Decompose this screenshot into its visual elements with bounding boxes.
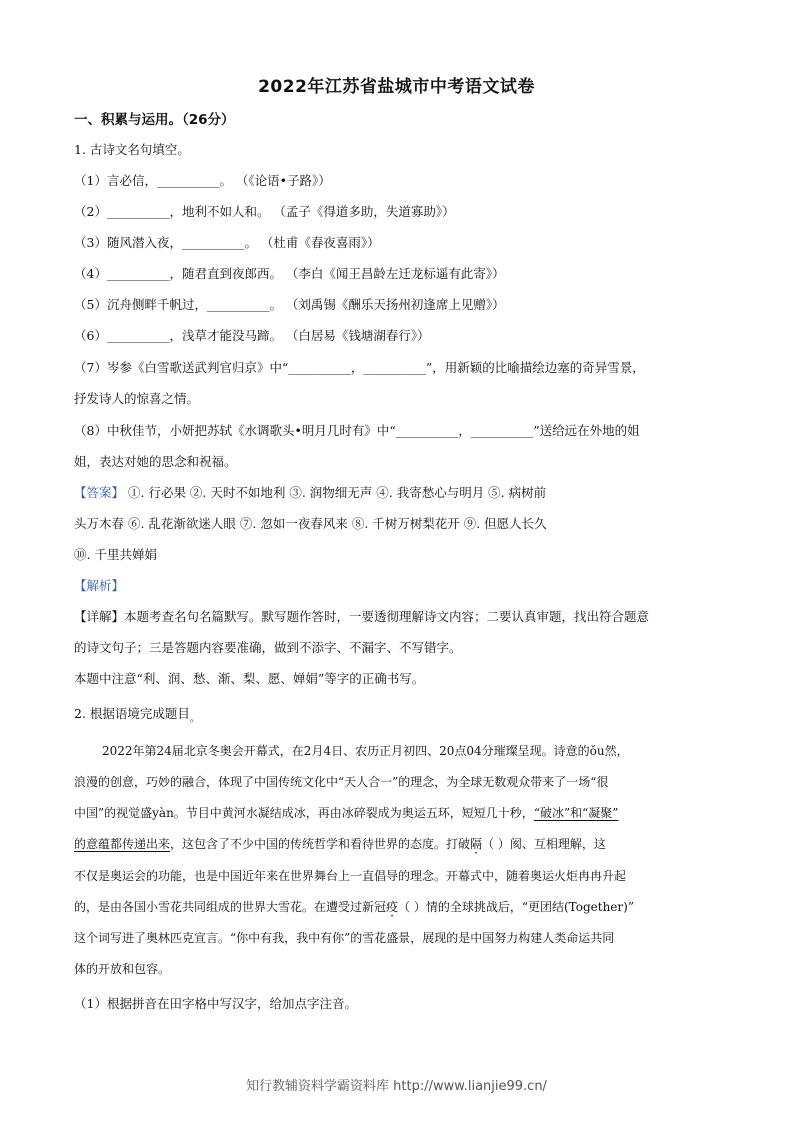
section-heading: 一、积累与运用。（26分）: [74, 112, 235, 128]
q1-item-8-line-1: （8）中秋佳节，小妍把苏轼《水调歌头•明月几时有》中“__________，__________”送给远在外地的姐: [74, 423, 640, 438]
analysis-tag: 【解析】: [74, 578, 125, 593]
q1-item-3: （3）随风潜入夜，__________。 （杜甫《春夜喜雨》）: [74, 235, 380, 250]
answer-line-1: [74, 483, 546, 503]
passage-line-6: [74, 898, 719, 915]
q1-item-5: （5）沉舟侧畔千帆过，__________。 （刘禹锡《酬乐天扬州初逢席上见赠》）: [74, 297, 505, 312]
answer-text-1: ①. 行必果 ②. 天时不如地利 ③. 润物细无声 ④. 我寄愁心与明月 ⑤. 病树前: [128, 485, 547, 500]
answer-line-2: 头万木春 ⑥. 乱花渐欲迷人眼 ⑦. 忽如一夜春风来 ⑧. 千树万树梨花开 ⑨. 但愿人长久: [74, 516, 547, 531]
q1-item-7-line-2: 抒发诗人的惊喜之情。: [74, 391, 200, 406]
q1-item-4: （4）__________，随君直到夜郎西。 （李白《闻王昌龄左迁龙标遥有此寄》）: [74, 266, 505, 281]
underlined-phrase-2: 的意蕴都传递出来: [74, 837, 171, 851]
passage-line-3: [74, 804, 719, 821]
q2-stem-mark: 。: [189, 713, 200, 725]
passage-3-text: 中国”的视觉盛yàn。节目中黄河水凝结成冰，再由冰碎裂成为奥运五环，短短几十秒，: [74, 806, 534, 820]
dotted-char-ge: 隔: [470, 837, 483, 851]
passage-line-7: 这个词写进了奥林匹克宣言。“你中有我，我中有你”的雪花盛景，展现的是中国努力构建人类命运共同: [74, 931, 615, 945]
q2-stem: [74, 704, 200, 730]
answer-tag: 【答案】: [74, 485, 125, 500]
dotted-char-yi: 疫: [386, 900, 399, 914]
answer-line-3: ⑩. 千里共婵娟: [74, 547, 157, 562]
passage-line-8: 体的开放和包容。: [74, 962, 171, 976]
passage-line-5: 不仅是奥运会的功能，也是中国近年来在世界舞台上一直倡导的理念。开幕式中，随着奥运火炬冉冉升起: [74, 869, 627, 883]
q1-stem: 1. 古诗文名句填空。: [74, 142, 190, 157]
q1-item-1: （1）言必信，__________。 （《论语•子路》）: [74, 173, 331, 188]
q1-item-6: （6）__________，浅草才能没马蹄。 （白居易《钱塘湖春行》）: [74, 328, 430, 343]
analysis-note: 本题中注意“利、润、愁、渐、梨、愿、婵娟”等字的正确书写。: [74, 671, 425, 686]
detail-tag: 【详解】: [74, 609, 125, 624]
passage-6-text-a: 的，是由各国小雪花共同组成的世界大雪花。在遭受过新冠: [74, 900, 387, 914]
passage-line-4: [74, 835, 719, 852]
passage-4-text-a: ，这包含了不少中国的传统哲学和看待世界的态度。打破: [170, 837, 471, 851]
passage-line-1: 2022年第24届北京冬奥会开幕式，在2月4日、农历正月初四、20点04分璀璨呈现。诗意的ǒu然，: [102, 744, 629, 758]
passage-4-text-b: （ ）阂、互相理解，这: [482, 837, 606, 851]
passage-6-text-b: （ ）情的全球挑战后，“更团结(Together)”: [398, 900, 634, 914]
detail-line-2: 的诗文句子；三是答题内容要准确，做到不添字、不漏字、不写错字。: [74, 640, 462, 655]
page-title: 2022年江苏省盐城市中考语文试卷: [258, 77, 535, 97]
underlined-phrase-1: “破冰”和“凝聚”: [533, 806, 619, 820]
q1-item-7-line-1: （7）岑参《白雪歌送武判官归京》中“__________，__________”，用新颖的比喻描绘边塞的奇异雪景，: [74, 360, 645, 375]
footer-watermark: 知行教辅资料学霸资料库 http://www.lianjie99.cn/: [246, 1079, 547, 1094]
q2-sub-1: （1）根据拼音在田字格中写汉字，给加点字注音。: [74, 996, 357, 1011]
detail-text-1: 本题考查名句名篇默写。默写题作答时，一要透彻理解诗文内容；二要认真审题，找出符合题意: [124, 609, 650, 624]
q2-stem-text: 2. 根据语境完成题目: [74, 706, 190, 721]
q1-item-8-line-2: 姐，表达对她的思念和祝福。: [74, 454, 237, 469]
q1-item-2: （2）__________，地利不如人和。 （孟子《得道多助，失道寡助》）: [74, 204, 455, 219]
detail-line-1: [74, 607, 649, 627]
passage-line-2: 浪漫的创意，巧妙的融合，体现了中国传统文化中“天人合一”的理念，为全球无数观众带来了一场“很: [74, 775, 609, 789]
